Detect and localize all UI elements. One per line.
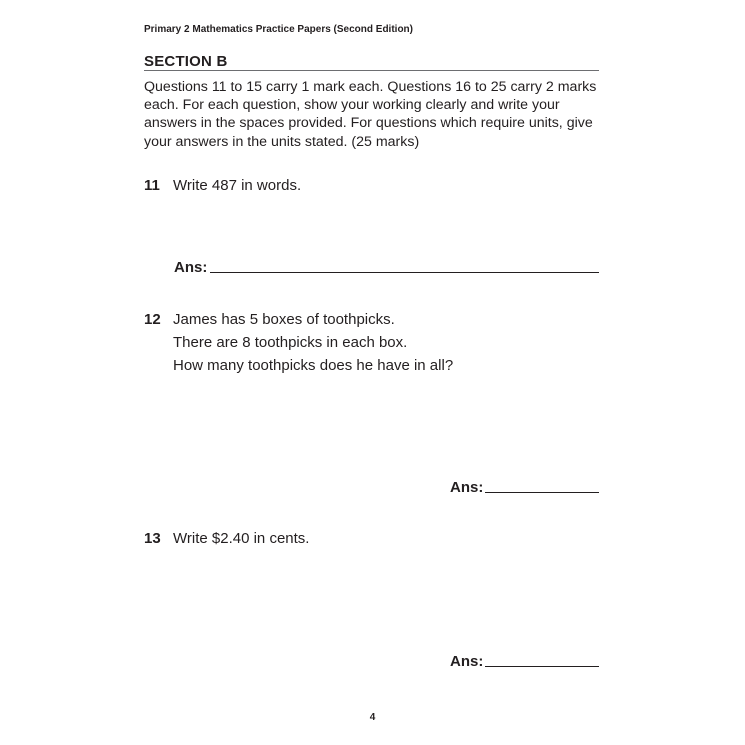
page-number: 4 bbox=[369, 712, 376, 723]
answer-line bbox=[210, 272, 599, 273]
answer-label: Ans: bbox=[450, 653, 484, 670]
section-instructions: Questions 11 to 15 carry 1 mark each. Questions 16 to 25 carry 2 marks each. For each question, show your working clearly and write your answers in the spaces provided. For questions which require units, give your answers in the units stated. (25 marks) bbox=[144, 79, 597, 150]
question-number: 13 bbox=[144, 530, 161, 547]
question-number: 12 bbox=[144, 311, 161, 328]
section-divider bbox=[144, 70, 599, 71]
running-header: Primary 2 Mathematics Practice Papers (Second Edition) bbox=[144, 24, 413, 35]
question-number: 11 bbox=[144, 177, 160, 194]
answer-line bbox=[485, 492, 599, 493]
question-text: How many toothpicks does he have in all? bbox=[173, 357, 454, 374]
answer-label: Ans: bbox=[450, 479, 484, 496]
answer-label: Ans: bbox=[174, 259, 208, 276]
section-title: SECTION B bbox=[144, 53, 228, 70]
answer-line bbox=[485, 666, 599, 667]
question-text: Write $2.40 in cents. bbox=[173, 530, 310, 547]
question-text: There are 8 toothpicks in each box. bbox=[173, 334, 408, 351]
question-text: Write 487 in words. bbox=[173, 177, 302, 194]
question-text: James has 5 boxes of toothpicks. bbox=[173, 311, 395, 328]
